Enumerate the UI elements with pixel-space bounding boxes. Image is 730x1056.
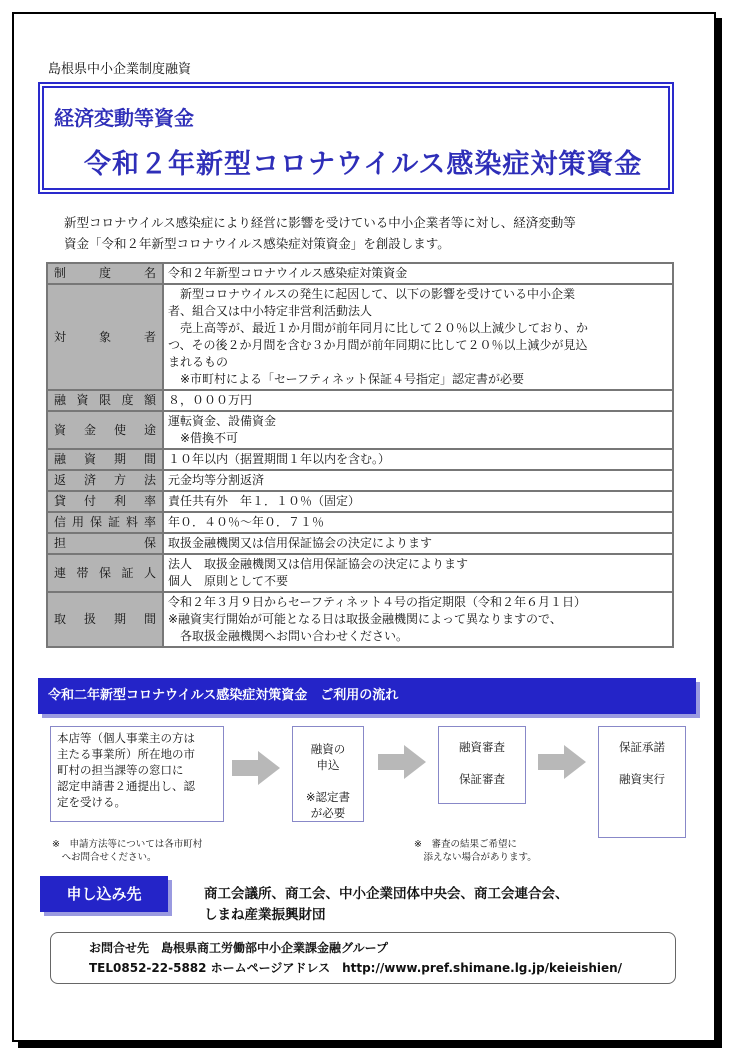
- contact-box: [50, 932, 676, 984]
- table-row: [47, 470, 673, 491]
- note2-line: ※ 審査の結果ご希望に: [414, 839, 517, 850]
- page-title: 令和２年新型コロナウイルス感染症対策資金: [84, 149, 643, 180]
- row-label: 資金使途: [47, 411, 163, 449]
- row-value-line: まれるもの: [168, 355, 229, 369]
- step1-line: 主たる事業所）所在地の市: [57, 747, 195, 761]
- row-label: 取扱期間: [47, 592, 163, 647]
- row-value: [163, 554, 673, 592]
- row-label: 融資期間: [47, 449, 163, 470]
- step1-line: 定を受ける。: [57, 795, 126, 809]
- row-value-line: 元金均等分割返済: [168, 473, 265, 487]
- flow-note-1: [52, 838, 202, 864]
- row-label: 連帯保証人: [47, 554, 163, 592]
- step3-line: 保証審査: [459, 772, 505, 786]
- table-row: [47, 449, 673, 470]
- row-value-line: ※借換不可: [168, 431, 239, 445]
- step3-line: 融資審査: [459, 740, 505, 754]
- row-value-line: １０年以内（据置期間１年以内を含む。）: [168, 452, 391, 466]
- table-row: [47, 554, 673, 592]
- flow-step-4: [598, 726, 686, 838]
- contact-line-1: お問合せ先 島根県商工労働部中小企業課金融グループ: [89, 941, 389, 955]
- row-value-line: 新型コロナウイルスの発生に起因して、以下の影響を受けている中小企業: [168, 287, 576, 301]
- step1-line: 本店等（個人事業主の方は: [57, 731, 195, 745]
- row-label: 対象者: [47, 284, 163, 390]
- step2-line: 申込: [316, 758, 340, 772]
- row-value: [163, 390, 673, 411]
- row-label: 信用保証料率: [47, 512, 163, 533]
- apply-to-label: 申し込み先: [40, 876, 168, 912]
- row-value: [163, 592, 673, 647]
- apply-line-1: 商工会議所、商工会、中小企業団体中央会、商工会連合会、: [204, 886, 569, 902]
- row-value-line: 責任共有外 年１．１０％（固定）: [168, 494, 361, 508]
- row-value-line: ※市町村による「セーフティネット保証４号指定」認定書が必要: [168, 372, 525, 386]
- row-value-line: 法人 取扱金融機関又は信用保証協会の決定によります: [168, 557, 469, 571]
- row-label: 融資限度額: [47, 390, 163, 411]
- step1-line: 町村の担当課等の窓口に: [57, 763, 184, 777]
- step4-line: 融資実行: [619, 772, 665, 786]
- step2-line: 融資の: [310, 742, 346, 756]
- title-sub: 経済変動等資金: [54, 106, 194, 130]
- contact-line-2: TEL0852-22-5882 ホームページアドレス http://www.pref.shimane.lg.jp/keieishien/: [89, 961, 623, 975]
- intro-line-1: 新型コロナウイルス感染症により経営に影響を受けている中小企業者等に対し、経済変動等: [64, 215, 576, 230]
- flow-note-2: [414, 838, 537, 864]
- row-value: [163, 263, 673, 284]
- table-row: [47, 284, 673, 390]
- intro-line-2: 資金「令和２年新型コロナウイルス感染症対策資金」を創設します。: [64, 236, 450, 251]
- table-row: [47, 263, 673, 284]
- table-row: [47, 512, 673, 533]
- row-value: [163, 411, 673, 449]
- step4-line: 保証承諾: [619, 740, 665, 754]
- row-label: 制度名: [47, 263, 163, 284]
- flow-step-3: [438, 726, 526, 804]
- row-value-line: 令和２年新型コロナウイルス感染症対策資金: [168, 266, 408, 280]
- note2-line: 添えない場合があります。: [414, 852, 537, 863]
- row-value-line: 取扱金融機関又は信用保証協会の決定によります: [168, 536, 433, 550]
- step2-line: [295, 773, 361, 789]
- step2-line: ※認定書: [305, 790, 351, 804]
- row-label: 返済方法: [47, 470, 163, 491]
- table-row: [47, 592, 673, 647]
- row-value-line: 各取扱金融機関へお問い合わせください。: [168, 629, 409, 643]
- table-row: [47, 491, 673, 512]
- row-value: [163, 449, 673, 470]
- row-value: [163, 470, 673, 491]
- loan-info-table: [46, 262, 674, 648]
- row-value: [163, 533, 673, 554]
- intro-text: [64, 212, 664, 254]
- table-row: [47, 390, 673, 411]
- row-value-line: 個人 原則として不要: [168, 574, 289, 588]
- apply-line-2: しまね産業振興財団: [204, 907, 326, 923]
- row-value-line: 令和２年３月９日からセーフティネット４号の指定期限（令和２年６月１日）: [168, 595, 586, 609]
- step3-line: [441, 755, 523, 771]
- table-row: [47, 411, 673, 449]
- row-value-line: つ、その後２か月間を含む３か月間が前年同期に比して２０％以上減少が見込: [168, 338, 588, 352]
- row-value-line: 年０．４０％～年０．７１％: [168, 515, 325, 529]
- row-value: [163, 512, 673, 533]
- row-value-line: ※融資実行開始が可能となる日は取扱金融機関によって異なりますので、: [168, 612, 562, 626]
- table-row: [47, 533, 673, 554]
- row-value: [163, 284, 673, 390]
- step4-line: [601, 755, 683, 771]
- row-value-line: 者、組合又は中小特定非営利活動法人: [168, 304, 373, 318]
- step1-line: 認定申請書２通提出し、認: [57, 779, 195, 793]
- note1-line: ※ 申請方法等については各市町村: [52, 839, 203, 850]
- row-value: [163, 491, 673, 512]
- row-label: 担保: [47, 533, 163, 554]
- row-label: 貸付利率: [47, 491, 163, 512]
- note1-line: へお問合せください。: [52, 852, 157, 863]
- title-box: [38, 82, 674, 194]
- flow-banner: 令和二年新型コロナウイルス感染症対策資金 ご利用の流れ: [38, 678, 696, 714]
- apply-to-text: [204, 884, 569, 926]
- step2-line: が必要: [310, 806, 346, 820]
- row-value-line: ８，０００万円: [168, 393, 253, 407]
- row-value-line: 運転資金、設備資金: [168, 414, 277, 428]
- row-value-line: 売上高等が、最近１か月間が前年同月に比して２０％以上減少しており、か: [168, 321, 589, 335]
- flow-step-1: [50, 726, 224, 822]
- header-label: 島根県中小企業制度融資: [48, 62, 192, 77]
- flow-step-2: [292, 726, 364, 822]
